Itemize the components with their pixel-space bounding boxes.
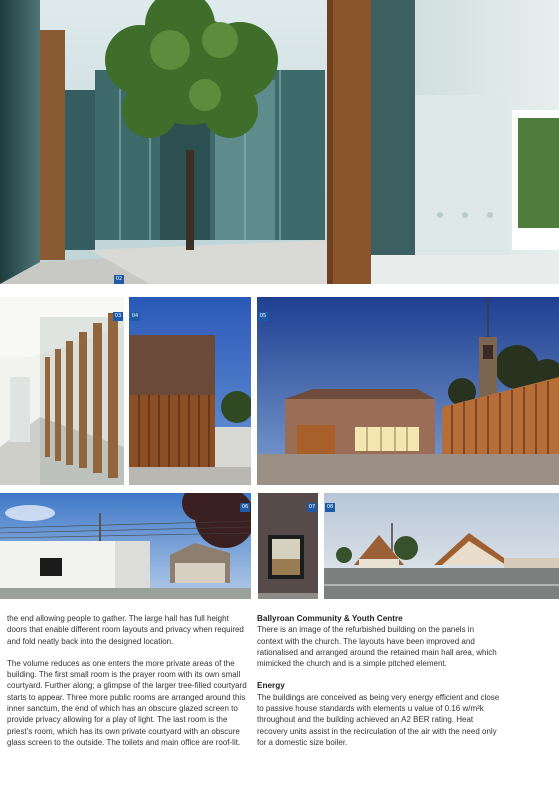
figure-number-badge: 03	[114, 313, 122, 319]
photo-dusk-tower-image	[257, 297, 559, 485]
figure-number-badge: 08	[326, 504, 334, 510]
figure-number-badge: 05	[259, 313, 267, 319]
photo-corridor-image	[0, 297, 124, 485]
photo-dusk-tower	[257, 297, 559, 485]
body-paragraph: There is an image of the refurbished building on the panels in context with the church. The layouts have been improved and rationalised and arranged around the retained main hall area, which mimicked the church and is a simple pitched element.	[257, 625, 497, 669]
photo-timber-volume	[129, 297, 251, 485]
figure-number-badge: 02	[115, 276, 123, 282]
body-paragraph: The volume reduces as one enters the more private areas of the building. The first small room is the prayer room with its own small courtyard. Further along; a glimpse of the larger tree-filled courtyard starts to appear. Three more public rooms are arranged around this inner sanctum, the end of which has an obscure glazed screen to provide privacy allowing for a play of light. The last room is the priest’s room, which has its own private courtyard with an obscure glass screen to the outside. The toilets and main office are roof-lit.	[7, 658, 247, 747]
text-column-right	[257, 613, 501, 759]
photo-white-building	[0, 493, 251, 599]
photo-church-image	[324, 493, 559, 599]
body-paragraph: The buildings are conceived as being very energy efficient and close to passive house standards with elements u value of 0.16 w/m²k throughout and the building achieved an A2 BER rating. Heat recovery units assist in the recirculation of the air with the need only for a domestic size boiler.	[257, 692, 500, 747]
figure-number-badge: 04	[131, 313, 139, 319]
text-column-left	[7, 613, 247, 759]
photo-framed-window	[258, 493, 318, 599]
section-heading: Energy	[257, 681, 285, 691]
photo-white-building-image	[0, 493, 251, 599]
body-paragraph: the end allowing people to gather. The large hall has full height doors that enable different room layouts and privacy when required and fold neatly back into the designed location.	[7, 614, 244, 646]
photo-timber-volume-image	[129, 297, 251, 485]
section-heading: Ballyroan Community & Youth Centre	[257, 614, 403, 623]
photo-church	[324, 493, 559, 599]
photo-corridor	[0, 297, 124, 485]
figure-number-badge: 07	[308, 504, 316, 510]
figure-number-badge: 06	[241, 504, 249, 510]
photo-courtyard	[0, 0, 559, 284]
photo-courtyard-image	[0, 0, 559, 284]
